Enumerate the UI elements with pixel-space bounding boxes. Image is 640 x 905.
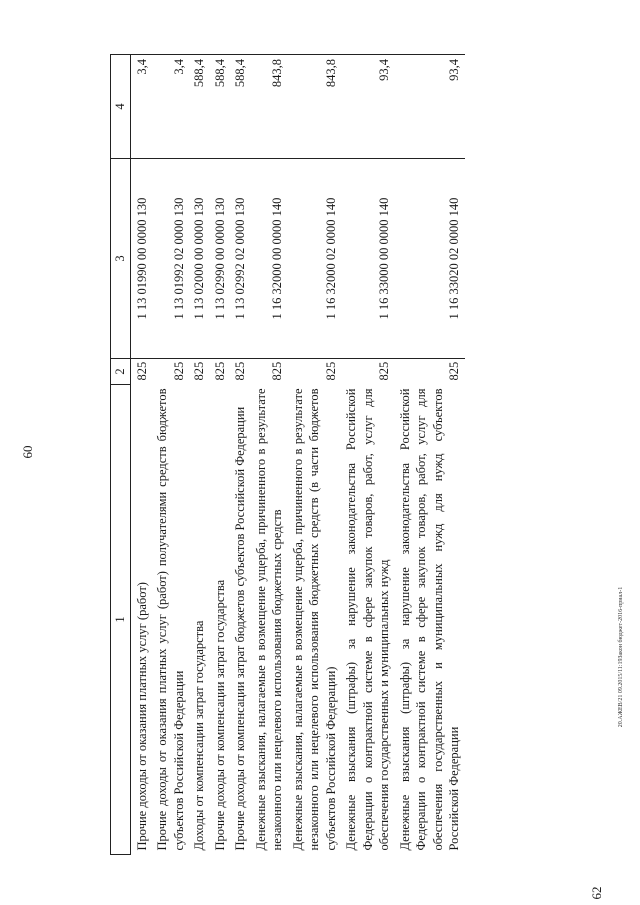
table-row: [288, 55, 342, 855]
header-col-4: 4: [111, 55, 131, 159]
rotated-table-region: [110, 55, 606, 855]
budget-code: 1 13 02990 00 0000 130: [210, 159, 231, 359]
amount: 588,4: [210, 55, 231, 159]
admin-code: 825: [134, 361, 149, 381]
revenue-name: Доходы от компенсации затрат государства: [192, 620, 206, 851]
revenue-name: Прочие доходы от оказания платных услуг (работ): [134, 582, 149, 851]
revenue-name: Денежные взыскания (штрафы) за нарушение законодательства Российской Федерации о контрактной системе в сфере закупок товаров, работ, услуг для обеспечения государственных и муниципальных нужд: [344, 388, 391, 851]
table-row: [210, 55, 231, 855]
table-row: [152, 55, 189, 855]
budget-code: 1 13 02992 02 0000 130: [230, 159, 251, 359]
corner-page-mark: 62: [589, 886, 604, 900]
page-number: 60: [20, 445, 35, 459]
header-col-1: 1: [111, 385, 131, 855]
revenue-name: Прочие доходы от компенсации затрат бюджетов субъектов Российской Федерации: [233, 406, 247, 851]
amount: 843,8: [251, 55, 288, 159]
admin-code: 825: [212, 361, 227, 381]
amount: 3,4: [152, 55, 189, 159]
header-col-2: 2: [111, 359, 131, 385]
revenue-name: Денежные взыскания, налагаемые в возмещение ущерба, причиненного в результате незаконного или нецелевого использования бюджетных средств (в части бюджетов субъектов Российской Федерации): [290, 388, 338, 851]
document-footer-stamp: 20.АЖЕВ/21 09.2015/11:19Закон бюджет-2016-приал-1: [618, 586, 624, 728]
budget-code: 1 16 33000 00 0000 140: [341, 159, 395, 359]
table-body: [130, 55, 465, 855]
header-col-3: 3: [111, 159, 131, 359]
budget-code: 1 16 32000 02 0000 140: [288, 159, 342, 359]
amount: 93,4: [341, 55, 395, 159]
admin-code: 825: [270, 361, 284, 381]
budget-code: 1 13 01990 00 0000 130: [130, 159, 152, 359]
revenue-name: Прочие доходы от оказания платных услуг (работ) получателями средств бюджетов субъектов Российской Федерации: [155, 388, 186, 851]
admin-code: 825: [323, 361, 338, 381]
amount: 588,4: [230, 55, 251, 159]
budget-code: 1 13 02000 00 0000 130: [189, 159, 210, 359]
rotated-table-container: [110, 55, 606, 855]
table-row: [130, 55, 152, 855]
admin-code: 825: [171, 361, 186, 381]
admin-code: 825: [233, 361, 247, 381]
revenue-name: Денежные взыскания (штрафы) за нарушение законодательства Российской Федерации о контрактной системе в сфере закупок товаров, работ, услуг для обеспечения государственных и муниципальных нужд для нужд субъектов Российской Федерации: [397, 388, 461, 851]
revenue-table: [110, 54, 465, 855]
revenue-name: Денежные взыскания, налагаемые в возмещение ущерба, причиненного в результате незаконного или нецелевого использования бюджетных средств: [253, 388, 284, 851]
table-row: [395, 55, 465, 855]
table-row: [251, 55, 288, 855]
table-header: [111, 55, 131, 855]
amount: 3,4: [130, 55, 152, 159]
budget-code: 1 16 32000 00 0000 140: [251, 159, 288, 359]
budget-code: 1 13 01992 02 0000 130: [152, 159, 189, 359]
admin-code: 825: [447, 361, 461, 381]
revenue-name: Прочие доходы от компенсации затрат государства: [212, 579, 227, 851]
table-row: [189, 55, 210, 855]
admin-code: 825: [192, 361, 206, 381]
header-row: [111, 55, 131, 855]
budget-code: 1 16 33020 02 0000 140: [395, 159, 465, 359]
table-row: [230, 55, 251, 855]
table-row: [341, 55, 395, 855]
amount: 93,4: [395, 55, 465, 159]
amount: 843,8: [288, 55, 342, 159]
amount: 588,4: [189, 55, 210, 159]
admin-code: 825: [377, 361, 391, 381]
